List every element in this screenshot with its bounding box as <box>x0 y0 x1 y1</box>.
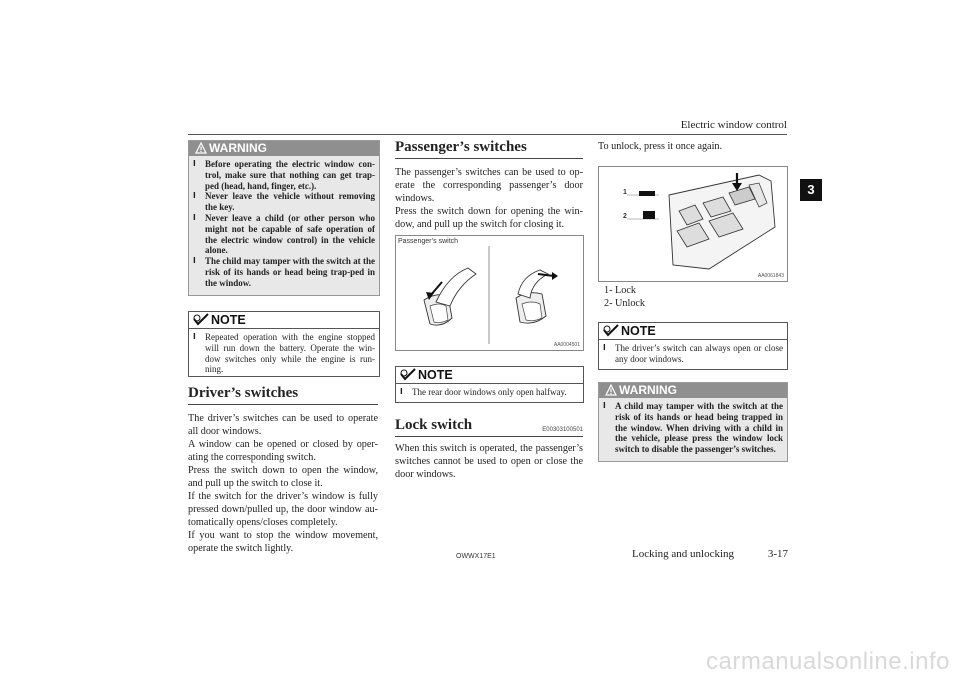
warning-header <box>189 141 379 156</box>
note-list <box>189 329 379 378</box>
list-item: l The rear door windows only open halfway. <box>400 387 567 397</box>
passenger-switch-figure <box>395 235 584 351</box>
lock-switch-illustration <box>599 167 787 281</box>
list-item: l Never leave a child (or other person who might not be capable of safe operation of the electric window control) in the vehicle alone. <box>193 212 375 256</box>
unlock-instruction: To unlock, press it once again. <box>598 141 723 152</box>
chapter-tab: 3 <box>800 179 822 201</box>
bullet-icon: l <box>603 401 606 410</box>
note-header <box>189 312 379 329</box>
warning-label: WARNING <box>209 141 267 155</box>
list-item: l Repeated operation with the engine stopped will run down the battery. Operate the win-dow switches only while the engine is run-ning. <box>193 332 375 375</box>
warning-box-right <box>598 382 788 462</box>
section-code: E00303100501 <box>542 427 583 433</box>
figure-code: AA0004501 <box>553 342 580 348</box>
paragraph: The driver’s switches can be used to operate all door windows. <box>188 413 378 437</box>
legend-item-unlock: 2- Unlock <box>604 298 646 309</box>
footer-doc-code: OWWX17E1 <box>456 553 496 560</box>
section-title: Lock switch <box>395 417 583 437</box>
callout-label-1: 1 <box>623 189 627 196</box>
bullet-icon: l <box>193 159 196 168</box>
figure-caption: Passenger’s switch <box>398 238 459 245</box>
note-pen-icon <box>193 313 209 326</box>
bullet-icon: l <box>193 191 196 201</box>
section-title: Driver’s switches <box>188 385 378 405</box>
list-item: l A child may tamper with the switch at the risk of its hands or head being trapped in the window. When driving with a child in the vehicle, please press the window lock switch to disable the passenger’s switches. <box>603 401 783 455</box>
note-label: NOTE <box>418 368 453 382</box>
list-item: l The child may tamper with the switch at the risk of its hands or head being trap-ped in the window. <box>193 256 375 288</box>
passenger-switch-illustration <box>396 236 583 350</box>
callout-label-2: 2 <box>623 213 627 220</box>
list-item: l The driver’s switch can always open or close any door windows. <box>603 343 783 364</box>
note-box-right <box>598 322 788 370</box>
footer-chapter: Locking and unlocking <box>632 548 735 560</box>
paragraph: Press the switch down to open the window, and pull up the switch to close it. <box>188 465 378 489</box>
drivers-switches-section <box>188 385 378 555</box>
note-pen-icon <box>603 324 619 337</box>
figure-legend <box>604 284 784 310</box>
note-pen-icon <box>400 368 416 381</box>
note-list <box>599 340 787 368</box>
warning-list <box>189 156 379 292</box>
paragraph: When this switch is operated, the passenger’s switches cannot be used to open or close the door windows. <box>395 443 583 480</box>
legend-item-lock: 1- Lock <box>604 285 636 296</box>
bullet-icon: l <box>193 212 196 222</box>
warning-triangle-icon <box>605 384 617 396</box>
watermark: carmanualsonline.info <box>706 648 950 675</box>
section-body <box>188 412 378 555</box>
warning-box-left <box>188 140 380 296</box>
bullet-icon: l <box>400 387 403 396</box>
bullet-icon: l <box>603 343 606 352</box>
section-body <box>395 442 583 481</box>
footer-page-number: 3-17 <box>767 548 788 560</box>
note-label: NOTE <box>211 313 246 327</box>
paragraph: Press the switch down for opening the win-dow, and pull up the switch for closing it. <box>395 206 583 230</box>
figure-code: AA0061843 <box>757 273 784 279</box>
note-label: NOTE <box>621 324 656 338</box>
note-header <box>396 367 583 384</box>
note-box-left <box>188 311 380 377</box>
note-box-middle <box>395 366 584 403</box>
paragraph: A window can be opened or closed by oper-ating the corresponding switch. <box>188 439 378 463</box>
running-header: Electric window control <box>680 119 787 131</box>
note-header <box>599 323 787 340</box>
paragraph: The passenger’s switches can be used to op-erate the corresponding passenger’s door windows. <box>395 167 583 204</box>
bullet-icon: l <box>193 332 196 341</box>
lock-switch-figure <box>598 166 788 282</box>
warning-triangle-icon <box>195 142 207 154</box>
note-list <box>396 384 583 401</box>
list-item: l Before operating the electric window con-trol, make sure that nothing can get trap-ped (head, hand, finger, etc.). <box>193 159 375 191</box>
warning-list <box>599 398 787 458</box>
warning-label: WARNING <box>619 383 677 397</box>
lock-switch-section <box>395 417 583 481</box>
warning-header <box>599 383 787 398</box>
section-body <box>395 166 583 231</box>
list-item: l Never leave the vehicle without removing the key. <box>193 191 375 213</box>
section-title: Passenger’s switches <box>395 139 583 159</box>
bullet-icon: l <box>193 256 196 266</box>
paragraph: If you want to stop the window movement, operate the switch lightly. <box>188 530 378 554</box>
passengers-switches-section <box>395 139 583 231</box>
paragraph: If the switch for the driver’s window is fully pressed down/pulled up, the door window au-tomatically opens/closes completely. <box>188 491 378 528</box>
header-rule <box>188 134 787 135</box>
